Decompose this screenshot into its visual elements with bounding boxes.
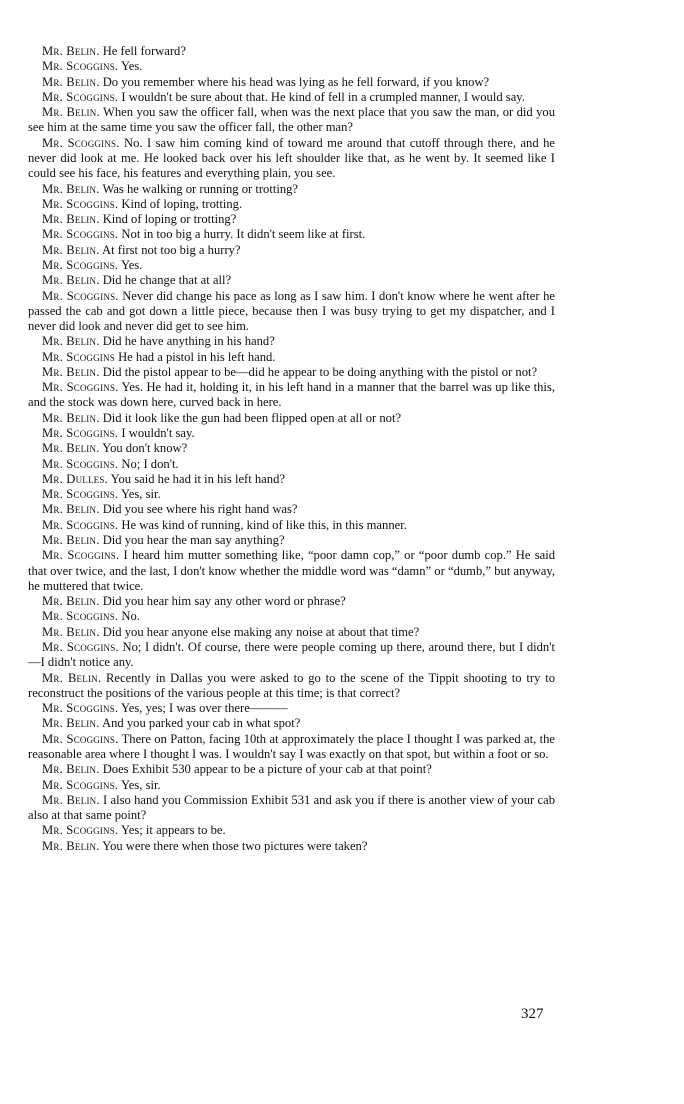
testimony-line <box>28 548 555 594</box>
speaker-name: Mr. Scoggins. <box>42 135 120 150</box>
testimony-text: Was he walking or running or trotting? <box>102 181 299 196</box>
testimony-text: Yes, sir. <box>120 777 161 792</box>
testimony-line <box>28 243 555 258</box>
testimony-text: Did you hear anyone else making any noise at about that time? <box>102 624 420 639</box>
testimony-text: Did he change that at all? <box>102 273 232 288</box>
testimony-text: No. <box>121 609 140 624</box>
testimony-line <box>28 839 555 854</box>
testimony-line <box>28 44 555 59</box>
speaker-name: Mr. Scoggins. <box>42 196 119 211</box>
speaker-name: Mr. Scoggins. <box>42 227 119 242</box>
testimony-line <box>28 762 555 777</box>
speaker-name: Mr. Scoggins. <box>42 731 119 746</box>
testimony-text: No; I didn't. Of course, there were people coming up there, around there, but I didn't—I didn't notice any. <box>28 639 555 670</box>
speaker-name: Mr. Scoggins. <box>42 288 119 303</box>
testimony-line <box>28 472 555 487</box>
speaker-name: Mr. Scoggins. <box>42 89 119 104</box>
testimony-line <box>28 90 555 105</box>
testimony-text: I wouldn't be sure about that. He kind of fell in a crumpled manner, I would say. <box>121 89 525 104</box>
testimony-text: Yes, yes; I was over there——— <box>120 701 288 716</box>
speaker-name: Mr. Belin. <box>42 44 100 58</box>
speaker-name: Mr. Belin. <box>42 670 102 685</box>
testimony-line <box>28 136 555 182</box>
speaker-name: Mr. Scoggins. <box>42 823 119 838</box>
testimony-text: There on Patton, facing 10th at approximately the place I thought I was parked at, the reasonable area where I thought I was. I wouldn't say I was exactly on that spot, but within a foot or so. <box>28 731 555 761</box>
testimony-text: Kind of loping, trotting. <box>121 196 243 211</box>
speaker-name: Mr. Belin. <box>42 838 100 853</box>
testimony-text: Did it look like the gun had been flipped open at all or not? <box>102 410 402 425</box>
testimony-line <box>28 793 555 824</box>
speaker-name: Mr. Belin. <box>42 105 100 120</box>
testimony-line <box>28 457 555 472</box>
testimony-line <box>28 640 555 671</box>
testimony-line <box>28 365 555 380</box>
testimony-text: Yes; it appears to be. <box>120 823 226 838</box>
testimony-line <box>28 502 555 517</box>
speaker-name: Mr. Scoggins. <box>42 777 119 792</box>
testimony-text: At first not too big a hurry? <box>102 242 241 257</box>
testimony-line <box>28 227 555 242</box>
testimony-line <box>28 273 555 288</box>
testimony-line <box>28 533 555 548</box>
testimony-line <box>28 609 555 624</box>
speaker-name: Mr. Belin. <box>42 502 100 517</box>
page-number: 327 <box>521 1006 544 1022</box>
testimony-line <box>28 487 555 502</box>
testimony-text: Kind of loping or trotting? <box>102 212 237 227</box>
speaker-name: Mr. Scoggins. <box>42 426 119 441</box>
speaker-name: Mr. Scoggins. <box>42 59 119 74</box>
speaker-name: Mr. Scoggins. <box>42 257 119 272</box>
testimony-line <box>28 716 555 731</box>
speaker-name: Mr. Scoggins. <box>42 609 119 624</box>
speaker-name: Mr. Scoggins. <box>42 548 120 563</box>
testimony-line <box>28 701 555 716</box>
testimony-line <box>28 671 555 702</box>
speaker-name: Mr. Belin. <box>42 273 100 288</box>
speaker-name: Mr. Scoggins. <box>42 517 119 532</box>
testimony-text: No; I don't. <box>121 456 179 471</box>
speaker-name: Mr. Belin. <box>42 181 100 196</box>
testimony-line <box>28 334 555 349</box>
testimony-line <box>28 75 555 90</box>
testimony-text: I heard him mutter something like, “poor damn cop,” or “poor dumb cop.” He said that over twice, and the last, I don't know whether the middle word was “damn” or “dumb,” but anyway, he muttered that twice. <box>28 548 555 593</box>
speaker-name: Mr. Belin. <box>42 212 100 227</box>
testimony-text: He had a pistol in his left hand. <box>118 349 276 364</box>
speaker-name: Mr. Belin. <box>42 74 100 89</box>
testimony-text: Did you hear the man say anything? <box>102 533 285 547</box>
testimony-text: Yes. He had it, holding it, in his left hand in a manner that the barrel was up like this, and the stock was down here, curved back in here. <box>28 380 555 410</box>
testimony-line <box>28 426 555 441</box>
testimony-line <box>28 197 555 212</box>
speaker-name: Mr. Scoggins. <box>42 487 119 502</box>
transcript-text <box>28 44 555 854</box>
testimony-text: Yes. <box>120 59 143 74</box>
testimony-text: Did he have anything in his hand? <box>102 334 275 349</box>
testimony-line <box>28 778 555 793</box>
testimony-line <box>28 594 555 609</box>
testimony-text: Yes, sir. <box>120 487 161 502</box>
speaker-name: Mr. Scoggins. <box>42 639 119 654</box>
testimony-line <box>28 212 555 227</box>
testimony-text: He fell forward? <box>102 44 186 58</box>
speaker-name: Mr. Belin. <box>42 792 100 807</box>
testimony-line <box>28 823 555 838</box>
speaker-name: Mr. Dulles. <box>42 471 108 486</box>
speaker-name: Mr. Belin. <box>42 410 100 425</box>
testimony-text: Did you see where his right hand was? <box>102 502 298 517</box>
speaker-name: Mr. Scoggins <box>42 349 115 364</box>
testimony-text: You were there when those two pictures were taken? <box>102 838 368 853</box>
testimony-text: You said he had it in his left hand? <box>110 471 285 486</box>
testimony-text: And you parked your cab in what spot? <box>102 716 301 731</box>
testimony-line <box>28 182 555 197</box>
testimony-line <box>28 625 555 640</box>
speaker-name: Mr. Scoggins. <box>42 380 119 395</box>
testimony-text: Yes. <box>120 257 143 272</box>
testimony-text: Did you hear him say any other word or phrase? <box>102 594 346 609</box>
speaker-name: Mr. Belin. <box>42 716 100 731</box>
speaker-name: Mr. Belin. <box>42 364 100 379</box>
testimony-line <box>28 258 555 273</box>
testimony-text: Did the pistol appear to be—did he appear to be doing anything with the pistol or not? <box>102 364 538 379</box>
testimony-line <box>28 59 555 74</box>
testimony-text: He was kind of running, kind of like this, in this manner. <box>121 517 407 532</box>
testimony-text: Never did change his pace as long as I saw him. I don't know where he went after he passed the cab and got down a little piece, because then I was busy trying to get my dispatcher, and I never did look and never did get to see him. <box>28 288 555 334</box>
testimony-line <box>28 105 555 136</box>
testimony-line <box>28 411 555 426</box>
testimony-text: I wouldn't say. <box>121 426 195 441</box>
speaker-name: Mr. Belin. <box>42 533 100 547</box>
testimony-line <box>28 518 555 533</box>
testimony-line <box>28 380 555 411</box>
testimony-text: Not in too big a hurry. It didn't seem like at first. <box>121 227 366 242</box>
speaker-name: Mr. Belin. <box>42 624 100 639</box>
testimony-text: I also hand you Commission Exhibit 531 and ask you if there is another view of your cab also at that same point? <box>28 792 555 823</box>
testimony-line <box>28 441 555 456</box>
testimony-text: No. I saw him coming kind of toward me around that cutoff through there, and he never did look at me. He looked back over his left shoulder like that, as he went by. It seemed like I could see his face, his features and everything plain, you see. <box>28 135 555 181</box>
testimony-text: Does Exhibit 530 appear to be a picture of your cab at that point? <box>102 762 432 777</box>
speaker-name: Mr. Belin. <box>42 441 100 456</box>
testimony-text: Recently in Dallas you were asked to go to the scene of the Tippit shooting to try to reconstruct the positions of the various people at this time; is that correct? <box>28 670 555 700</box>
speaker-name: Mr. Scoggins. <box>42 701 119 716</box>
speaker-name: Mr. Belin. <box>42 594 100 609</box>
speaker-name: Mr. Belin. <box>42 762 100 777</box>
testimony-line <box>28 289 555 335</box>
testimony-text: You don't know? <box>102 441 188 456</box>
testimony-line <box>28 350 555 365</box>
speaker-name: Mr. Belin. <box>42 242 100 257</box>
testimony-line <box>28 732 555 763</box>
speaker-name: Mr. Scoggins. <box>42 456 119 471</box>
testimony-text: When you saw the officer fall, when was the next place that you saw the man, or did you see him at the same time you saw the officer fall, the other man? <box>28 105 555 135</box>
speaker-name: Mr. Belin. <box>42 334 100 349</box>
testimony-text: Do you remember where his head was lying as he fell forward, if you know? <box>102 74 490 89</box>
